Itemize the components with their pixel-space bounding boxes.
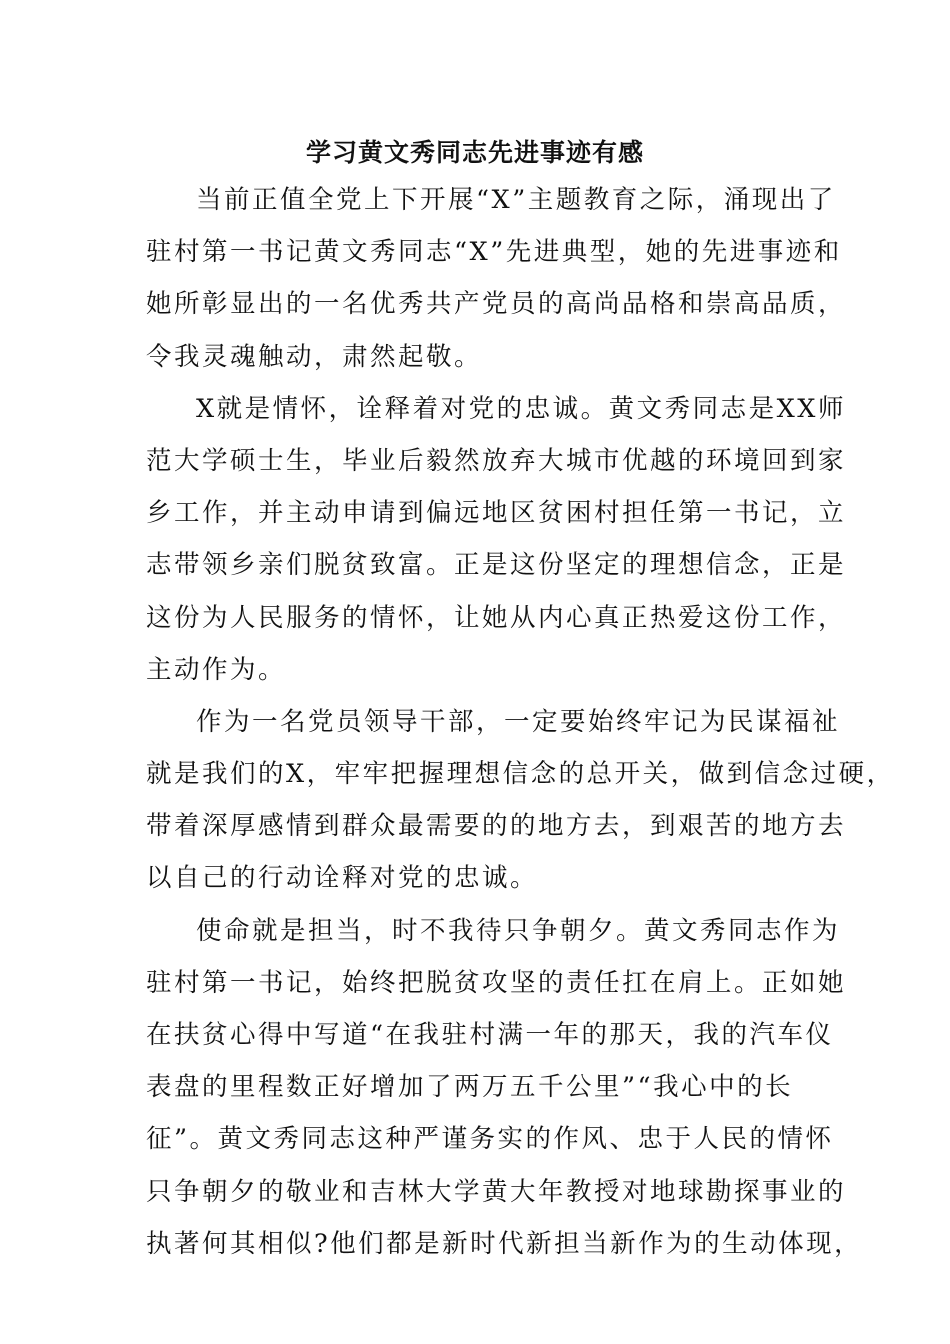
paragraph-line: 范大学硕士生，毕业后毅然放弃大城市优越的环境回到家	[146, 445, 847, 476]
paragraph-line: 就是我们的X，牢牢把握理想信念的总开关，做到信念过硬，	[146, 759, 895, 790]
paragraph-line: 征”。黄文秀同志这种严谨务实的作风、忠于人民的情怀	[146, 1124, 834, 1155]
paragraph-line: 志带领乡亲们脱贫致富。正是这份坚定的理想信念，正是	[146, 550, 847, 581]
paragraph-line: 只争朝夕的敬业和吉林大学黄大年教授对地球勘探事业的	[146, 1176, 847, 1207]
paragraph-line: 使命就是担当，时不我待只争朝夕。黄文秀同志作为	[196, 915, 841, 946]
paragraph-line: X就是情怀，诠释着对党的忠诚。黄文秀同志是XX师	[196, 393, 846, 424]
document-title: 学习黄文秀同志先进事迹有感	[305, 138, 644, 167]
document-body	[146, 180, 895, 1276]
paragraph-line: 当前正值全党上下开展“X”主题教育之际，涌现出了	[196, 185, 836, 215]
paragraph-line: 执著何其相似?他们都是新时代新担当新作为的生动体现，	[146, 1228, 863, 1259]
paragraph-line: 她所彰显出的一名优秀共产党员的高尚品格和崇高品质，	[146, 289, 847, 320]
paragraph-line: 乡工作，并主动申请到偏远地区贫困村担任第一书记，立	[146, 498, 847, 529]
paragraph-line: 驻村第一书记黄文秀同志“X”先进典型，她的先进事迹和	[146, 237, 842, 268]
paragraph-line: 主动作为。	[146, 654, 287, 685]
paragraph-line: 表盘的里程数正好增加了两万五千公里”“我心中的长	[146, 1072, 794, 1103]
paragraph-line: 带着深厚感情到群众最需要的的地方去，到艰苦的地方去	[146, 811, 847, 842]
paragraph-line: 驻村第一书记，始终把脱贫攻坚的责任扛在肩上。正如她	[146, 967, 847, 998]
paragraph-line: 以自己的行动诠释对党的忠诚。	[146, 863, 539, 894]
paragraph-line: 这份为人民服务的情怀，让她从内心真正热爱这份工作，	[146, 602, 847, 633]
paragraph-line: 令我灵魂触动，肃然起敬。	[146, 341, 483, 372]
paragraph-line: 作为一名党员领导干部，一定要始终牢记为民谋福祉	[196, 706, 841, 737]
paragraph-line: 在扶贫心得中写道“在我驻村满一年的那天，我的汽车仪	[146, 1020, 834, 1050]
